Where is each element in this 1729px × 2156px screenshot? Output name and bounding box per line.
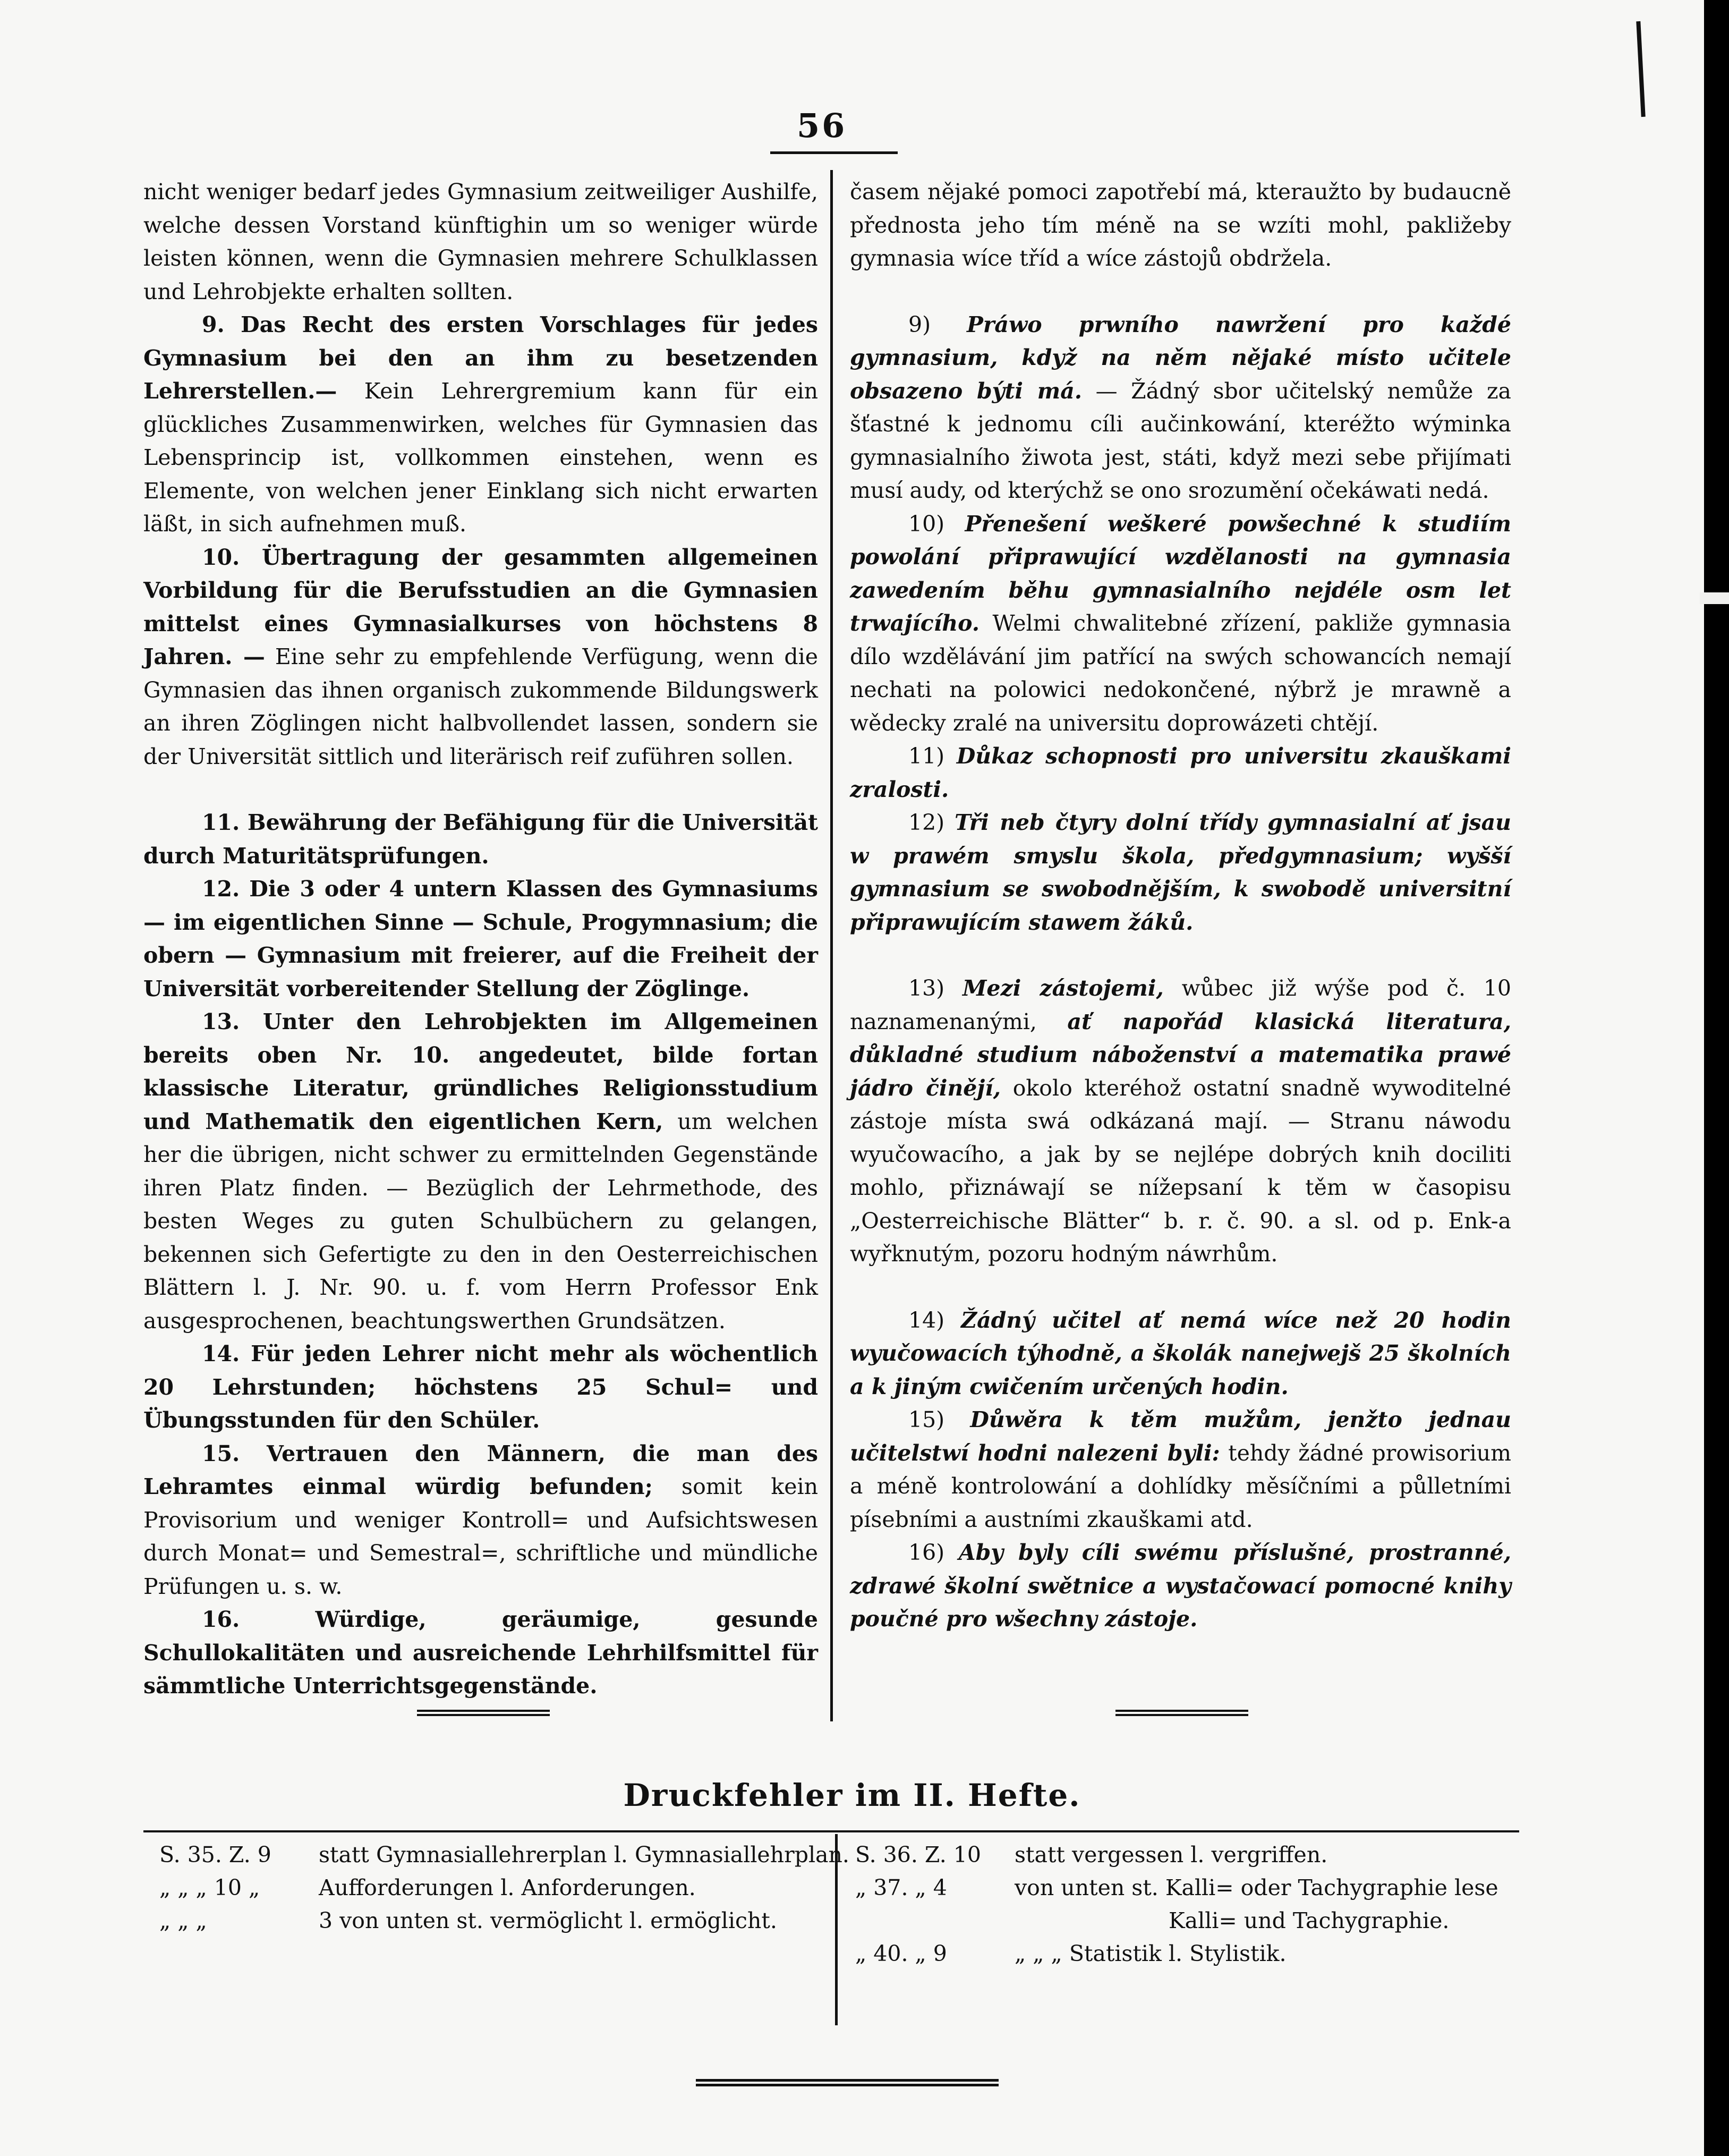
paragraph bbox=[850, 1304, 1511, 1404]
paragraph bbox=[143, 541, 818, 774]
errata-title: Druckfehler im II. Hefte. bbox=[623, 1777, 1081, 1813]
paragraph bbox=[850, 806, 1511, 939]
errata-right-column bbox=[855, 1838, 1524, 1970]
czech-column bbox=[850, 175, 1511, 1636]
item-number: 14) bbox=[908, 1307, 945, 1333]
page-number: 56 bbox=[797, 106, 847, 145]
paragraph-gap bbox=[143, 773, 818, 806]
item-heading: 15. Vertrauen den Männern, die man des Lehramtes einmal würdig befunden; bbox=[143, 1440, 818, 1499]
paragraph bbox=[143, 1603, 818, 1703]
paragraph-gap bbox=[850, 1271, 1511, 1304]
item-heading: 14. Für jeden Lehrer nicht mehr als wöchentlich 20 Lehrstunden; höchstens 25 Schul= und Übungsstunden für den Schüler. bbox=[143, 1341, 818, 1433]
margin-mark bbox=[1636, 21, 1645, 117]
paragraph bbox=[143, 175, 818, 308]
errata-correction: Aufforderungen l. Anforderungen. bbox=[319, 1875, 696, 1900]
item-heading: Důkaz schopnosti pro universitu zkauškami zralosti. bbox=[850, 743, 1511, 802]
item-heading: Práwo prwního nawržení pro každé gymnasium, když na něm nějaké místo učitele obsazeno býti má. bbox=[850, 311, 1511, 404]
item-number: 13) bbox=[908, 975, 945, 1001]
errata-reference: „ „ „ 10 „ bbox=[159, 1875, 260, 1900]
item-heading: 10. Übertragung der gesammten allgemeinen Vorbildung für die Berufsstudien an die Gymnasien mittelst eines Gymnasialkurses von höchstens 8 Jahren. — bbox=[143, 544, 818, 669]
errata-reference: S. 36. Z. 10 bbox=[855, 1842, 981, 1868]
errata-row bbox=[855, 1937, 1524, 1970]
item-body: okolo kteréhož ostatní snadně wywoditelné zástoje místa swá odkázaná mají. — Stranu náwodu wyučowacího, a jak by se nejlépe dobrých knih dociliti mohlo, přiznáwají se nížepsaní k těm w časopisu „Oesterreichische Blätter“ b. r. č. 90. a sl. od p. Enk-a wyřknutým, pozoru hodným náwrhům. bbox=[850, 1075, 1511, 1267]
errata-reference: S. 35. Z. 9 bbox=[159, 1842, 271, 1868]
errata-row bbox=[159, 1871, 823, 1904]
paragraph bbox=[143, 806, 818, 872]
errata-row bbox=[159, 1904, 823, 1937]
page-number-rule bbox=[770, 151, 898, 154]
errata-reference: „ 40. „ 9 bbox=[855, 1941, 947, 1966]
item-heading: Aby byly cíli swému příslušné, prostranné, zdrawé školní swětnice a wystačowací pomocné knihy poučné pro wšechny zástoje. bbox=[850, 1540, 1511, 1632]
item-body: wůbec již wýše pod č. 10 naznamenanými, bbox=[850, 975, 1511, 1034]
item-body: Kein Lehrergremium kann für ein glückliches Zusammenwirken, welches für Gymnasien das Lebensprincip ist, vollkommen einstehen, wenn es Elemente, von welchen jener Einklang sich nicht erwarten läßt, in sich aufnehmen muß. bbox=[143, 378, 818, 537]
paragraph bbox=[143, 308, 818, 541]
item-body: — Žádný sbor učitelský nemůže za šťastné k jednomu cíli aučinkowání, kteréžto wýminka gymnasialního žiwota jest, státi, když mezi sebe přijímati musí audy, od kterýchž se ono srozumění očekáwati nedá. bbox=[850, 378, 1511, 503]
item-heading: 16. Würdige, geräumige, gesunde Schullokalitäten und ausreichende Lehrhilfsmittel für sämmtliche Unterrichtsgegenstände. bbox=[143, 1607, 818, 1699]
item-heading: Mezi zástojemi, bbox=[963, 975, 1164, 1001]
item-heading: 13. Unter den Lehrobjekten im Allgemeinen bereits oben Nr. 10. angedeutet, bilde fortan klassische Literatur, gründliches Religionsstudium und Mathematik den eigentlichen Kern, bbox=[143, 1009, 818, 1134]
paragraph bbox=[850, 1536, 1511, 1636]
errata-left-column bbox=[159, 1838, 849, 1937]
paragraph bbox=[850, 1403, 1511, 1536]
item-number: 11) bbox=[908, 743, 945, 769]
item-number: 9) bbox=[908, 311, 931, 337]
errata-correction: Kalli= und Tachygraphie. bbox=[1169, 1908, 1450, 1933]
errata-row bbox=[855, 1904, 1524, 1937]
paragraph-gap bbox=[850, 275, 1511, 308]
section-rule-right bbox=[1115, 1710, 1248, 1716]
item-number: 12) bbox=[908, 810, 945, 835]
paragraph-gap bbox=[850, 939, 1511, 972]
paragraph bbox=[850, 507, 1511, 740]
item-heading: Přenešení weškeré powšechné k studiím powolání připrawující wzdělanosti na gymnasia zawedením běhu gymnasialního nejdéle osm let trwajícího. bbox=[850, 511, 1511, 636]
item-number: 10) bbox=[908, 511, 945, 537]
item-body: tehdy žádné prowisorium a méně kontrolowání a dohlídky měsíčními a půlletními písebními a austními zkauškami atd. bbox=[850, 1440, 1511, 1532]
item-body: somit kein Provisorium und weniger Kontroll= und Aufsichtswesen durch Monat= und Semestral=, schriftliche und mündliche Prüfungen u. s. w. bbox=[143, 1474, 818, 1599]
edge-mark bbox=[1700, 592, 1729, 604]
errata-reference: „ 37. „ 4 bbox=[855, 1875, 947, 1900]
errata-correction: 3 von unten st. vermöglicht l. ermöglicht. bbox=[319, 1908, 777, 1933]
item-body: um welchen her die übrigen, nicht schwer zu ermittelnden Gegenstände ihren Platz finden. — Bezüglich der Lehrmethode, des besten Weges zu guten Schulbüchern zu gelangen, bekennen sich Gefertigte zu den in den Oesterreichischen Blättern l. J. Nr. 90. u. f. vom Herrn Professor Enk ausgesprochenen, beachtungswerthen Grundsätzen. bbox=[143, 1108, 818, 1334]
section-rule-left bbox=[417, 1710, 550, 1716]
paragraph-text: nicht weniger bedarf jedes Gymnasium zeitweiliger Aushilfe, welche dessen Vorstand künftighin um so weniger würde leisten können, wenn die Gymnasien mehrere Schulklassen und Lehrobjekte erhalten sollten. bbox=[143, 179, 818, 304]
errata-reference: „ „ „ bbox=[159, 1908, 207, 1933]
paragraph bbox=[143, 872, 818, 1005]
column-divider bbox=[830, 170, 833, 1721]
item-heading: 11. Bewährung der Befähigung für die Universität durch Maturitätsprüfungen. bbox=[143, 810, 818, 869]
item-body: Eine sehr zu empfehlende Verfügung, wenn die Gymnasien das ihnen organisch zukommende Bildungswerk an ihren Zöglingen nicht halbvollendet lassen, sondern sie der Universität sittlich und literärisch reif zuführen sollen. bbox=[143, 644, 818, 769]
item-heading: 12. Die 3 oder 4 untern Klassen des Gymnasiums — im eigentlichen Sinne — Schule, Progymnasium; die obern — Gymnasium mit freierer, auf die Freiheit der Universität vorbereitender Stellung der Zöglinge. bbox=[143, 876, 818, 1001]
item-heading: Důwěra k těm mužům, jenžto jednau učitelstwí hodni nalezeni byli: bbox=[850, 1407, 1511, 1466]
paragraph bbox=[850, 175, 1511, 275]
closing-rule bbox=[696, 2079, 999, 2086]
item-heading: ať napořád klasická literatura, důkladné studium náboženství a matematika prawé jádro činějí, bbox=[850, 1008, 1511, 1101]
paragraph bbox=[143, 1437, 818, 1603]
errata-correction: statt vergessen l. vergriffen. bbox=[1015, 1842, 1328, 1868]
errata-row bbox=[159, 1838, 849, 1871]
errata-correction: statt Gymnasiallehrerplan l. Gymnasiallehrplan. bbox=[319, 1842, 849, 1868]
paragraph bbox=[850, 972, 1511, 1271]
paragraph-text: časem nějaké pomoci zapotřebí má, kteraužto by budaucně přednosta jeho tím méně na se wzíti mohl, pakližeby gymnasia wíce tříd a wíce zástojů obdržela. bbox=[850, 179, 1511, 271]
errata-row bbox=[855, 1838, 1524, 1871]
item-body: Welmi chwalitebné zřízení, pakliže gymnasia dílo wzdělávání jim patřící na swých schowancích nemají nechati na polowici nedokončené, nýbrž je mrawně a wědecky zralé na universitu doprowázeti chtějí. bbox=[850, 610, 1511, 736]
paragraph bbox=[850, 308, 1511, 507]
errata-row bbox=[855, 1871, 1524, 1904]
item-heading: Žádný učitel ať nemá wíce než 20 hodin wyučowacích týhodně, a školák nanejwejš 25 školních a k jiným cwičením určených hodin. bbox=[850, 1307, 1511, 1399]
errata-correction: von unten st. Kalli= oder Tachygraphie lese bbox=[1015, 1875, 1498, 1900]
paragraph bbox=[850, 740, 1511, 806]
item-number: 16) bbox=[908, 1540, 945, 1565]
paragraph bbox=[143, 1005, 818, 1337]
item-number: 15) bbox=[908, 1407, 945, 1432]
paragraph bbox=[143, 1337, 818, 1437]
item-heading: 9. Das Recht des ersten Vorschlages für jedes Gymnasium bei den an ihm zu besetzenden Lehrerstellen.— bbox=[143, 312, 818, 404]
german-column bbox=[143, 175, 818, 1703]
item-heading: Tři neb čtyry dolní třídy gymnasialní ať jsau w prawém smyslu škola, předgymnasium; wyšší gymnasium se swobodnějším, k swobodě universitní připrawujícím stawem žáků. bbox=[850, 810, 1511, 935]
errata-rule bbox=[143, 1830, 1519, 1832]
errata-correction: „ „ „ Statistik l. Stylistik. bbox=[1015, 1941, 1287, 1966]
